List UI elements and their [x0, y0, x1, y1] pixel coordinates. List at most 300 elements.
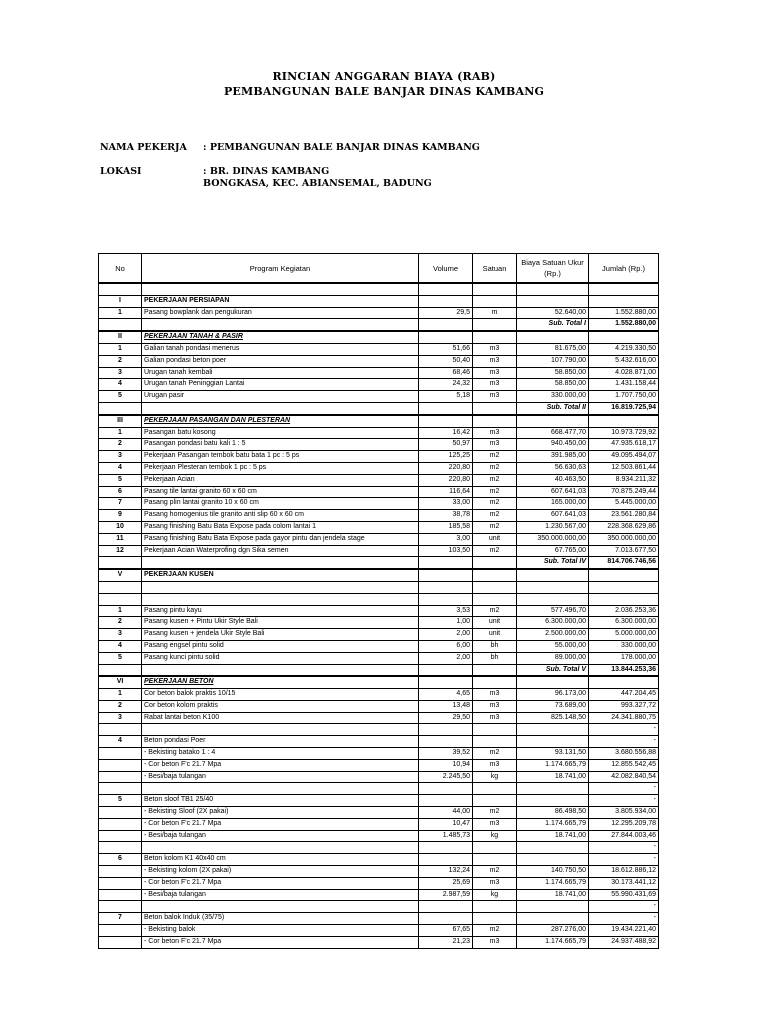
item-description — [142, 724, 419, 736]
item-description: - Besi/baja tulangan — [142, 830, 419, 842]
item-amount: 5.432.616,00 — [589, 355, 659, 367]
item-unit-price: 825.148,50 — [517, 712, 589, 724]
item-volume: 2,00 — [419, 629, 473, 641]
item-description: Galian tanah pondasi menerus — [142, 343, 419, 355]
item-unit-price: 940.450,00 — [517, 439, 589, 451]
cell-no — [99, 283, 142, 295]
item-unit-price: 55.000,00 — [517, 640, 589, 652]
table-row — [99, 842, 659, 854]
item-number: 1 — [99, 307, 142, 319]
cell-desc — [142, 319, 419, 331]
item-amount: 330.000,00 — [589, 640, 659, 652]
item-unit-price — [517, 795, 589, 807]
cell-satuan — [473, 569, 517, 581]
item-unit-price: 89.000,00 — [517, 652, 589, 664]
item-number: 5 — [99, 474, 142, 486]
cell-no — [99, 319, 142, 331]
cell-volume — [419, 593, 473, 605]
item-volume: 6,00 — [419, 640, 473, 652]
item-unit: m2 — [473, 866, 517, 878]
lokasi-label: LOKASI — [100, 166, 142, 177]
item-unit-price: 18.741,00 — [517, 771, 589, 783]
item-description: Cor beton balok praktis 10/15 — [142, 689, 419, 701]
item-volume: 220,80 — [419, 474, 473, 486]
item-amount: 12.503.861,44 — [589, 462, 659, 474]
table-row — [99, 724, 659, 736]
item-number — [99, 724, 142, 736]
section-row — [99, 569, 659, 581]
item-volume: 4,65 — [419, 689, 473, 701]
item-volume: 2.987,59 — [419, 889, 473, 901]
item-number: 1 — [99, 605, 142, 617]
item-unit: m3 — [473, 936, 517, 948]
section-title-text: PEKERJAAN TANAH & PASIR — [144, 333, 243, 341]
item-number — [99, 866, 142, 878]
cell-jumlah — [589, 415, 659, 427]
document-title-line1: RINCIAN ANGGARAN BIAYA (RAB) — [272, 70, 496, 83]
cell-satuan — [473, 331, 517, 343]
item-description: - Cor beton F'c 21.7 Mpa — [142, 877, 419, 889]
table-row — [99, 391, 659, 403]
cell-satuan — [473, 593, 517, 605]
subtotal-row — [99, 402, 659, 414]
table-row — [99, 712, 659, 724]
item-unit-price: 330.000,00 — [517, 391, 589, 403]
item-unit: m3 — [473, 343, 517, 355]
item-unit-price — [517, 913, 589, 925]
item-description: Pekerjaan Acian — [142, 474, 419, 486]
item-unit-price: 67.765,00 — [517, 545, 589, 557]
item-unit — [473, 795, 517, 807]
cell-satuan — [473, 676, 517, 688]
item-unit-price: 96.173,00 — [517, 689, 589, 701]
item-amount: - — [589, 842, 659, 854]
item-unit — [473, 783, 517, 795]
item-amount: 12.295.209,78 — [589, 818, 659, 830]
item-unit-price: 81.675,00 — [517, 343, 589, 355]
item-amount: 4.028.871,00 — [589, 367, 659, 379]
item-number: 2 — [99, 617, 142, 629]
cell-desc — [142, 593, 419, 605]
section-title-text: PEKERJAAN KUSEN — [144, 571, 214, 579]
item-amount: 7.013.677,50 — [589, 545, 659, 557]
table-header-row — [99, 254, 659, 284]
item-number: 3 — [99, 451, 142, 463]
item-unit-price: 391.985,00 — [517, 451, 589, 463]
cell-satuan — [473, 295, 517, 307]
item-unit: m3 — [473, 391, 517, 403]
item-number — [99, 783, 142, 795]
subtotal-label: Sub. Total IV — [517, 557, 589, 569]
item-unit: bh — [473, 652, 517, 664]
cell-jumlah — [589, 569, 659, 581]
item-description: Pasang kusen + Pintu Ukir Style Bali — [142, 617, 419, 629]
cell-no — [99, 581, 142, 593]
cell-no — [99, 402, 142, 414]
item-amount: 24.341.880,75 — [589, 712, 659, 724]
section-number: V — [99, 569, 142, 581]
item-unit: unit — [473, 617, 517, 629]
item-amount: 47.935.618,17 — [589, 439, 659, 451]
table-row — [99, 807, 659, 819]
item-unit-price: 58.850,00 — [517, 379, 589, 391]
item-description: Pasang pintu kayu — [142, 605, 419, 617]
item-number — [99, 818, 142, 830]
item-number: 3 — [99, 629, 142, 641]
item-volume: 24,32 — [419, 379, 473, 391]
table-row — [99, 818, 659, 830]
rab-table — [98, 253, 659, 949]
item-volume: 2,00 — [419, 652, 473, 664]
item-volume: 39,52 — [419, 748, 473, 760]
item-amount: 5.000.000,00 — [589, 629, 659, 641]
table-row — [99, 355, 659, 367]
subtotal-amount: 13.844.253,36 — [589, 664, 659, 676]
item-description: - Bekisting Sloof (2X pakai) — [142, 807, 419, 819]
item-unit: unit — [473, 629, 517, 641]
item-number: 3 — [99, 712, 142, 724]
item-description: - Cor beton F'c 21.7 Mpa — [142, 936, 419, 948]
item-description: - Cor beton F'c 21.7 Mpa — [142, 759, 419, 771]
item-description: - Bekisting balok — [142, 925, 419, 937]
cell-biaya — [517, 581, 589, 593]
item-unit: m2 — [473, 462, 517, 474]
item-number: 7 — [99, 498, 142, 510]
section-title-text: PEKERJAAN PASANGAN DAN PLESTERAN — [144, 416, 291, 424]
item-volume: 220,80 — [419, 462, 473, 474]
item-unit: m2 — [473, 925, 517, 937]
item-unit-price: 350.000.000,00 — [517, 533, 589, 545]
header-volume: Volume — [419, 254, 473, 284]
table-row — [99, 771, 659, 783]
item-unit-price: 287.276,00 — [517, 925, 589, 937]
item-description: Pasangan batu kosong — [142, 427, 419, 439]
item-unit-price: 1.174.665,79 — [517, 936, 589, 948]
item-description: Cor beton kolom praktis — [142, 700, 419, 712]
item-unit-price: 40.463,50 — [517, 474, 589, 486]
item-number: 7 — [99, 913, 142, 925]
table-row — [99, 689, 659, 701]
cell-jumlah — [589, 295, 659, 307]
section-number: II — [99, 331, 142, 343]
item-amount: 23.561.280,84 — [589, 510, 659, 522]
item-number — [99, 877, 142, 889]
cell-biaya — [517, 569, 589, 581]
table-row — [99, 427, 659, 439]
table-row — [99, 379, 659, 391]
item-unit — [473, 724, 517, 736]
item-amount: - — [589, 736, 659, 748]
item-unit: unit — [473, 533, 517, 545]
item-unit-price: 607.641,03 — [517, 486, 589, 498]
cell-no — [99, 557, 142, 569]
cell-biaya — [517, 331, 589, 343]
cell-biaya — [517, 295, 589, 307]
item-unit-price: 107.790,00 — [517, 355, 589, 367]
nama-pekerja-value: : PEMBANGUNAN BALE BANJAR DINAS KAMBANG — [203, 142, 480, 153]
lokasi-value-line2: BONGKASA, KEC. ABIANSEMAL, BADUNG — [203, 178, 432, 189]
item-unit-price: 52.640,00 — [517, 307, 589, 319]
item-amount: - — [589, 913, 659, 925]
item-description: Pasang plin lantai granito 10 x 60 cm — [142, 498, 419, 510]
cell-satuan — [473, 283, 517, 295]
item-amount: 6.300.000,00 — [589, 617, 659, 629]
table-row — [99, 936, 659, 948]
cell-jumlah — [589, 593, 659, 605]
section-title — [142, 569, 419, 581]
item-unit: m3 — [473, 877, 517, 889]
item-volume: 3,53 — [419, 605, 473, 617]
item-volume — [419, 736, 473, 748]
table-row — [99, 866, 659, 878]
item-amount: - — [589, 783, 659, 795]
item-description: Pasang finishing Batu Bata Expose pada colom lantai 1 — [142, 521, 419, 533]
subtotal-label: Sub. Total II — [517, 402, 589, 414]
section-title — [142, 415, 419, 427]
cell-desc — [142, 557, 419, 569]
header-no: No — [99, 254, 142, 284]
subtotal-amount: 814.706.746,56 — [589, 557, 659, 569]
item-unit: m2 — [473, 498, 517, 510]
item-unit-price: 18.741,00 — [517, 889, 589, 901]
item-unit: m2 — [473, 521, 517, 533]
item-volume: 29,5 — [419, 307, 473, 319]
item-amount: 178.000,00 — [589, 652, 659, 664]
item-amount: 42.082.840,54 — [589, 771, 659, 783]
cell-desc — [142, 402, 419, 414]
header-biaya-satuan: Biaya Satuan Ukur (Rp.) — [517, 254, 589, 284]
cell-satuan — [473, 581, 517, 593]
table-row — [99, 640, 659, 652]
table-row — [99, 830, 659, 842]
table-row — [99, 486, 659, 498]
item-description: Beton sloof TB1 25/40 — [142, 795, 419, 807]
cell-no — [99, 664, 142, 676]
item-volume — [419, 842, 473, 854]
item-description: - Bekisting batako 1 : 4 — [142, 748, 419, 760]
cell-desc — [142, 664, 419, 676]
cell-volume — [419, 295, 473, 307]
table-row — [99, 533, 659, 545]
cell-biaya — [517, 283, 589, 295]
item-number — [99, 830, 142, 842]
table-row — [99, 307, 659, 319]
item-description: Pasang kusen + jendela Ukir Style Bali — [142, 629, 419, 641]
item-unit — [473, 854, 517, 866]
item-unit-price: 165.000,00 — [517, 498, 589, 510]
item-unit-price: 56.630,63 — [517, 462, 589, 474]
document-title-line2: PEMBANGUNAN BALE BANJAR DINAS KAMBANG — [223, 85, 545, 98]
item-amount: - — [589, 795, 659, 807]
section-number: I — [99, 295, 142, 307]
item-amount: - — [589, 724, 659, 736]
item-amount: 3.680.556,88 — [589, 748, 659, 760]
cell-jumlah — [589, 676, 659, 688]
item-amount: - — [589, 901, 659, 913]
section-row — [99, 415, 659, 427]
table-row — [99, 783, 659, 795]
item-unit-price: 668.477,70 — [517, 427, 589, 439]
item-unit: kg — [473, 830, 517, 842]
item-description: - Besi/baja tulangan — [142, 889, 419, 901]
cell-satuan — [473, 664, 517, 676]
item-amount: 24.937.488,92 — [589, 936, 659, 948]
header-jumlah: Jumlah (Rp.) — [589, 254, 659, 284]
item-unit — [473, 842, 517, 854]
item-unit-price — [517, 901, 589, 913]
item-description: Pasang engsel pintu solid — [142, 640, 419, 652]
table-row — [99, 759, 659, 771]
item-unit: m2 — [473, 605, 517, 617]
cell-volume — [419, 402, 473, 414]
item-amount: 447.204,45 — [589, 689, 659, 701]
table-row — [99, 748, 659, 760]
table-body — [99, 283, 659, 948]
item-unit-price: 1.174.665,79 — [517, 818, 589, 830]
item-number: 2 — [99, 700, 142, 712]
header-program: Program Kegiatan — [142, 254, 419, 284]
item-volume: 38,78 — [419, 510, 473, 522]
item-amount: 8.934.211,32 — [589, 474, 659, 486]
item-volume: 25,69 — [419, 877, 473, 889]
item-volume: 67,65 — [419, 925, 473, 937]
section-title-text: PEKERJAAN BETON — [144, 678, 214, 686]
item-unit-price: 1.174.665,79 — [517, 759, 589, 771]
item-number — [99, 771, 142, 783]
item-unit: m3 — [473, 379, 517, 391]
item-unit: m3 — [473, 355, 517, 367]
item-volume — [419, 913, 473, 925]
table-row-empty — [99, 283, 659, 295]
item-volume — [419, 783, 473, 795]
item-amount: 1.707.750,00 — [589, 391, 659, 403]
item-number — [99, 759, 142, 771]
table-row — [99, 925, 659, 937]
item-description — [142, 783, 419, 795]
item-volume — [419, 724, 473, 736]
item-number: 5 — [99, 795, 142, 807]
item-unit-price: 86.498,50 — [517, 807, 589, 819]
item-description: Pasang finishing Batu Bata Expose pada gayor pintu dan jendela stage — [142, 533, 419, 545]
item-description: Pekerjaan Plesteran tembok 1 pc : 5 ps — [142, 462, 419, 474]
item-description: Urugan pasir — [142, 391, 419, 403]
item-volume: 68,46 — [419, 367, 473, 379]
item-description: - Bekisting kolom (2X pakai) — [142, 866, 419, 878]
cell-satuan — [473, 402, 517, 414]
nama-pekerja-label: NAMA PEKERJA — [100, 142, 187, 153]
item-number: 3 — [99, 367, 142, 379]
cell-volume — [419, 319, 473, 331]
item-unit: kg — [473, 771, 517, 783]
cell-satuan — [473, 319, 517, 331]
item-description: Pasang bowplank dan pengukuran — [142, 307, 419, 319]
item-amount: 228.368.629,86 — [589, 521, 659, 533]
cell-jumlah — [589, 581, 659, 593]
item-number: 2 — [99, 355, 142, 367]
item-description: Rabat lantai beton K100 — [142, 712, 419, 724]
cell-desc — [142, 283, 419, 295]
table-row — [99, 901, 659, 913]
item-number: 4 — [99, 640, 142, 652]
table-row — [99, 343, 659, 355]
item-amount: - — [589, 854, 659, 866]
item-number: 9 — [99, 510, 142, 522]
cell-volume — [419, 664, 473, 676]
table-row — [99, 510, 659, 522]
item-unit: m3 — [473, 712, 517, 724]
item-unit — [473, 736, 517, 748]
item-amount: 55.990.431,69 — [589, 889, 659, 901]
item-volume: 21,23 — [419, 936, 473, 948]
item-volume: 132,24 — [419, 866, 473, 878]
table-row — [99, 498, 659, 510]
item-number: 5 — [99, 652, 142, 664]
subtotal-label: Sub. Total V — [517, 664, 589, 676]
item-volume: 50,97 — [419, 439, 473, 451]
table-row — [99, 462, 659, 474]
item-unit: m2 — [473, 545, 517, 557]
item-description: Beton pondasi Poer — [142, 736, 419, 748]
item-number: 10 — [99, 521, 142, 533]
item-unit: kg — [473, 889, 517, 901]
table-row — [99, 652, 659, 664]
item-number: 1 — [99, 689, 142, 701]
subtotal-row — [99, 319, 659, 331]
item-amount: 27.844.003,46 — [589, 830, 659, 842]
cell-volume — [419, 415, 473, 427]
subtotal-amount: 1.552.880,00 — [589, 319, 659, 331]
cell-volume — [419, 283, 473, 295]
item-volume: 44,00 — [419, 807, 473, 819]
item-description — [142, 901, 419, 913]
item-description: Pasang kunci pintu solid — [142, 652, 419, 664]
cell-desc — [142, 581, 419, 593]
item-description: Pekerjaan Acian Waterprofing dgn Sika semen — [142, 545, 419, 557]
item-unit: m3 — [473, 759, 517, 771]
item-unit-price — [517, 783, 589, 795]
item-unit: m2 — [473, 807, 517, 819]
item-amount: 3.805.934,00 — [589, 807, 659, 819]
item-unit: bh — [473, 640, 517, 652]
item-description: Pasang homogenius tile granito anti slip 60 x 60 cm — [142, 510, 419, 522]
section-row — [99, 331, 659, 343]
section-title-text: PEKERJAAN PERSIAPAN — [144, 296, 230, 304]
item-unit-price: 140.750,50 — [517, 866, 589, 878]
item-volume — [419, 901, 473, 913]
item-unit: m3 — [473, 439, 517, 451]
cell-volume — [419, 676, 473, 688]
subtotal-row — [99, 557, 659, 569]
item-unit — [473, 901, 517, 913]
item-amount: 993.327,72 — [589, 700, 659, 712]
section-number: III — [99, 415, 142, 427]
cell-jumlah — [589, 283, 659, 295]
item-number: 1 — [99, 427, 142, 439]
cell-biaya — [517, 593, 589, 605]
item-description: Beton kolom K1 40x40 cm — [142, 854, 419, 866]
item-number — [99, 925, 142, 937]
item-unit: m3 — [473, 689, 517, 701]
item-description: Galian pondasi beton poer — [142, 355, 419, 367]
item-volume: 13,48 — [419, 700, 473, 712]
item-number — [99, 807, 142, 819]
cell-volume — [419, 331, 473, 343]
table-row — [99, 736, 659, 748]
item-amount: 1.552.880,00 — [589, 307, 659, 319]
item-unit-price — [517, 724, 589, 736]
item-description: Urugan tanah kembali — [142, 367, 419, 379]
item-unit-price — [517, 842, 589, 854]
